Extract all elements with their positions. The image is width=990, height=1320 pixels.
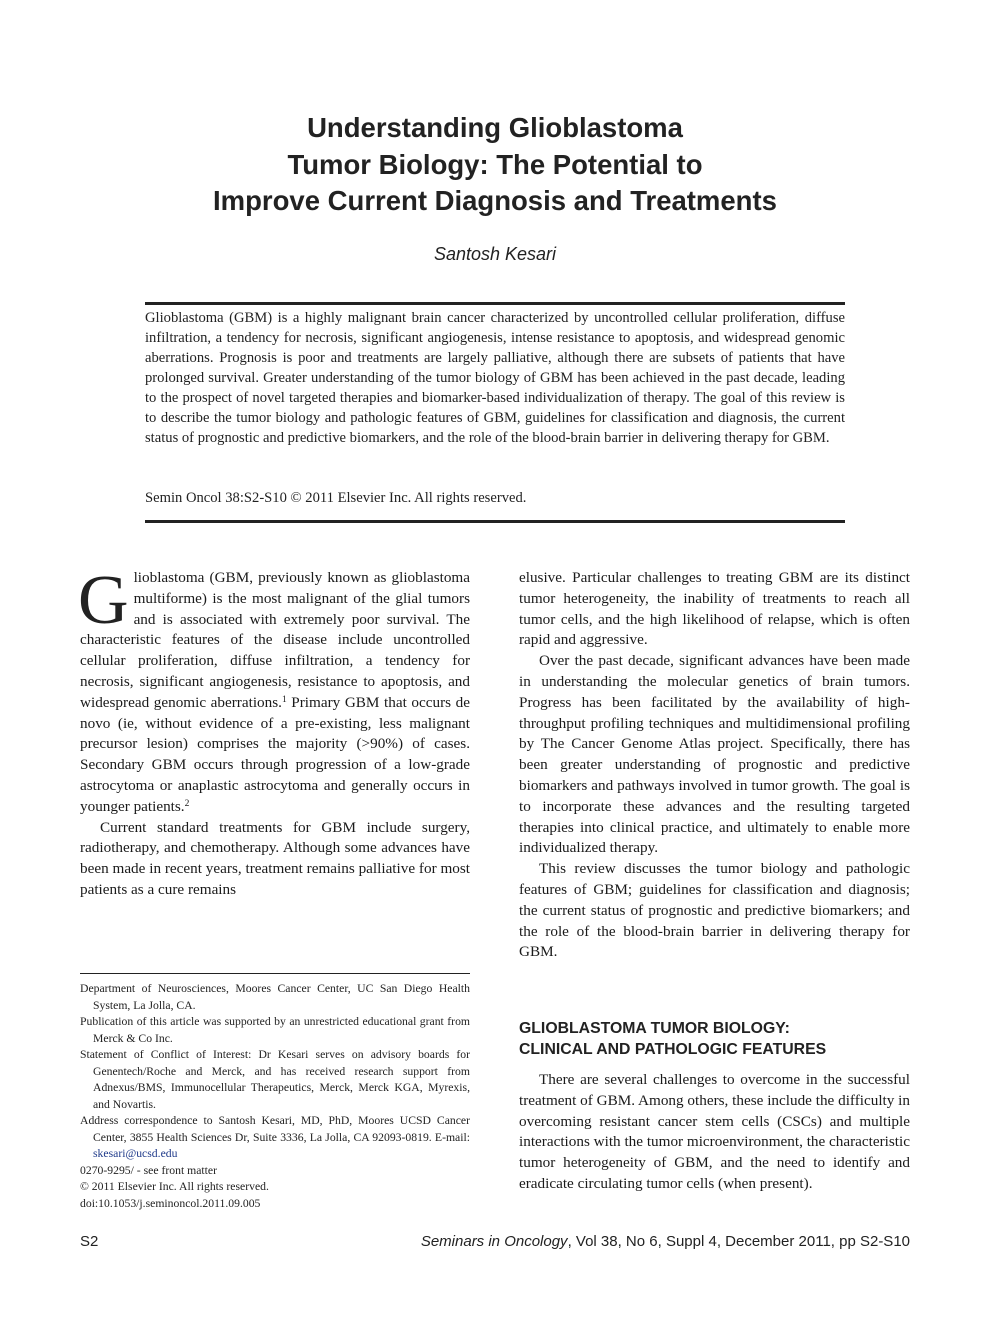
footnote-correspondence: [80, 1113, 470, 1163]
right-column: [519, 568, 910, 963]
drop-cap: G: [78, 562, 129, 639]
treatment-paragraph: Current standard treatments for GBM include surgery, radiotherapy, and chemotherapy. Although some advances have been made in recent years, treatment remains palliative for most patients as a cure remains: [80, 818, 470, 898]
journal-issue: , Vol 38, No 6, Suppl 4, December 2011, pp S2-S10: [567, 1233, 910, 1250]
footnote-rule: [80, 973, 470, 974]
abstract: Glioblastoma (GBM) is a highly malignant brain cancer characterized by uncontrolled cellular proliferation, diffuse infiltration, a tendency for necrosis, significant angiogenesis, intense resistance to apoptosis, and widespread genomic aberrations. Prognosis is poor and treatments are largely palliative, although there are subsets of patients that have prolonged survival. Greater understanding of the tumor biology of GBM has been achieved in the past decade, leading to the prospect of novel targeted therapies and biomarker-based individualization of therapy. The goal of this review is to describe the tumor biology and pathologic features of GBM, guidelines for classification and diagnosis, the current status of prognostic and predictive biomarkers, and the role of the blood-brain barrier in delivering therapy for GBM.: [145, 310, 845, 446]
journal-footer: [421, 1233, 910, 1250]
intro-paragraph: [78, 562, 470, 818]
advances-paragraph: Over the past decade, significant advances have been made in understanding the molecular genetics of brain tumors. Progress has been facilitated by the availability of high-throughput profiling techniques and multidimensional profiling by The Cancer Genome Atlas project. Specifically, there has been greater understanding of prognostic and predictive biomarkers and pathways involved in tumor growth. The goal is to incorporate these advances and the resulting targeted therapies into clinical practice, and ultimately to enable more individualized therapy.: [519, 652, 910, 857]
author-name: Santosh Kesari: [433, 244, 557, 264]
correspondence-text: Address correspondence to Santosh Kesari, MD, PhD, Moores UCSD Cancer Center, 3855 Health Sciences Dr, Suite 3336, La Jolla, CA 92093-0819. E-mail:: [80, 1114, 470, 1144]
email-link[interactable]: skesari@ucsd.edu: [93, 1147, 178, 1160]
treatment-paragraph-continued: elusive. Particular challenges to treating GBM are its distinct tumor heterogeneity, the inability of treatments to reach all tumor cells, and the high likelihood of relapse, which is often rapid and aggressive.: [519, 569, 910, 649]
ref-1: 1: [281, 694, 287, 705]
challenges-paragraph: There are several challenges to overcome in the successful treatment of GBM. Among others, these include the difficulty in overcoming resistant cancer stem cells (CSCs) and multiple interactions with the tumor microenvironment, the characteristic tumor heterogeneity of GBM, and the need to identify and eradicate circulating tumor cells (when present).: [519, 1071, 910, 1192]
ref-2: 2: [184, 798, 190, 809]
footnote-affiliation: Department of Neurosciences, Moores Cancer Center, UC San Diego Health System, La Jolla, CA.: [80, 982, 470, 1012]
left-column: [78, 562, 470, 901]
intro-text-a: lioblastoma (GBM, previously known as glioblastoma multiforme) is the most malignant of the glial tumors and is associated with extremely poor survival. The characteristic features of the disease include uncontrolled cellular proliferation, diffuse infiltration, a tendency for necrosis, significant angiogenesis, resistance to apoptosis, and widespread genomic aberrations.: [80, 569, 470, 711]
abstract-bottom-rule: [145, 520, 845, 523]
section-heading-line-1: GLIOBLASTOMA TUMOR BIOLOGY:: [519, 1020, 790, 1037]
footnote-funding: Publication of this article was supported by an unrestricted educational grant from Merck & Co Inc.: [80, 1015, 470, 1045]
intro-text-b: Primary GBM that occurs de novo (ie, without evidence of a pre-existing, less malignant precursor lesion) comprises the majority (>90%) of cases. Secondary GBM occurs through progression of a low-grade astrocytoma or anaplastic astrocytoma and generally occurs in younger patients.: [80, 693, 470, 815]
journal-name: Seminars in Oncology: [420, 1233, 568, 1250]
title-line-1: Understanding Glioblastoma: [307, 112, 683, 143]
abstract-top-rule: [145, 302, 845, 305]
footnote-conflict: Statement of Conflict of Interest: Dr Kesari serves on advisory boards for Genentech/Roche and Merck, and has received research support from Adnexus/BMS, Immunocellular Therapeutics, Merck, Merck KGA, Myrexis, and Novartis.: [80, 1048, 470, 1111]
section-body: [519, 1070, 910, 1195]
article-title: [0, 110, 990, 220]
footnotes: [80, 981, 470, 1212]
footnote-issn: 0270-9295/ - see front matter: [80, 1163, 217, 1177]
page-number: S2: [80, 1233, 99, 1250]
footnote-doi: doi:10.1053/j.seminoncol.2011.09.005: [80, 1196, 261, 1210]
section-heading: [519, 1018, 910, 1060]
journal-citation: Semin Oncol 38:S2-S10 © 2011 Elsevier Inc. All rights reserved.: [145, 490, 527, 506]
title-line-2: Tumor Biology: The Potential to: [287, 148, 703, 180]
footnote-copyright: © 2011 Elsevier Inc. All rights reserved.: [80, 1180, 269, 1193]
review-scope-paragraph: This review discusses the tumor biology and pathologic features of GBM; guidelines for classification and diagnosis; the current status of prognostic and predictive biomarkers; and the role of the blood-brain barrier in delivering therapy for GBM.: [519, 860, 910, 961]
title-line-3: Improve Current Diagnosis and Treatments: [213, 185, 777, 216]
section-heading-line-2: CLINICAL AND PATHOLOGIC FEATURES: [519, 1041, 827, 1058]
